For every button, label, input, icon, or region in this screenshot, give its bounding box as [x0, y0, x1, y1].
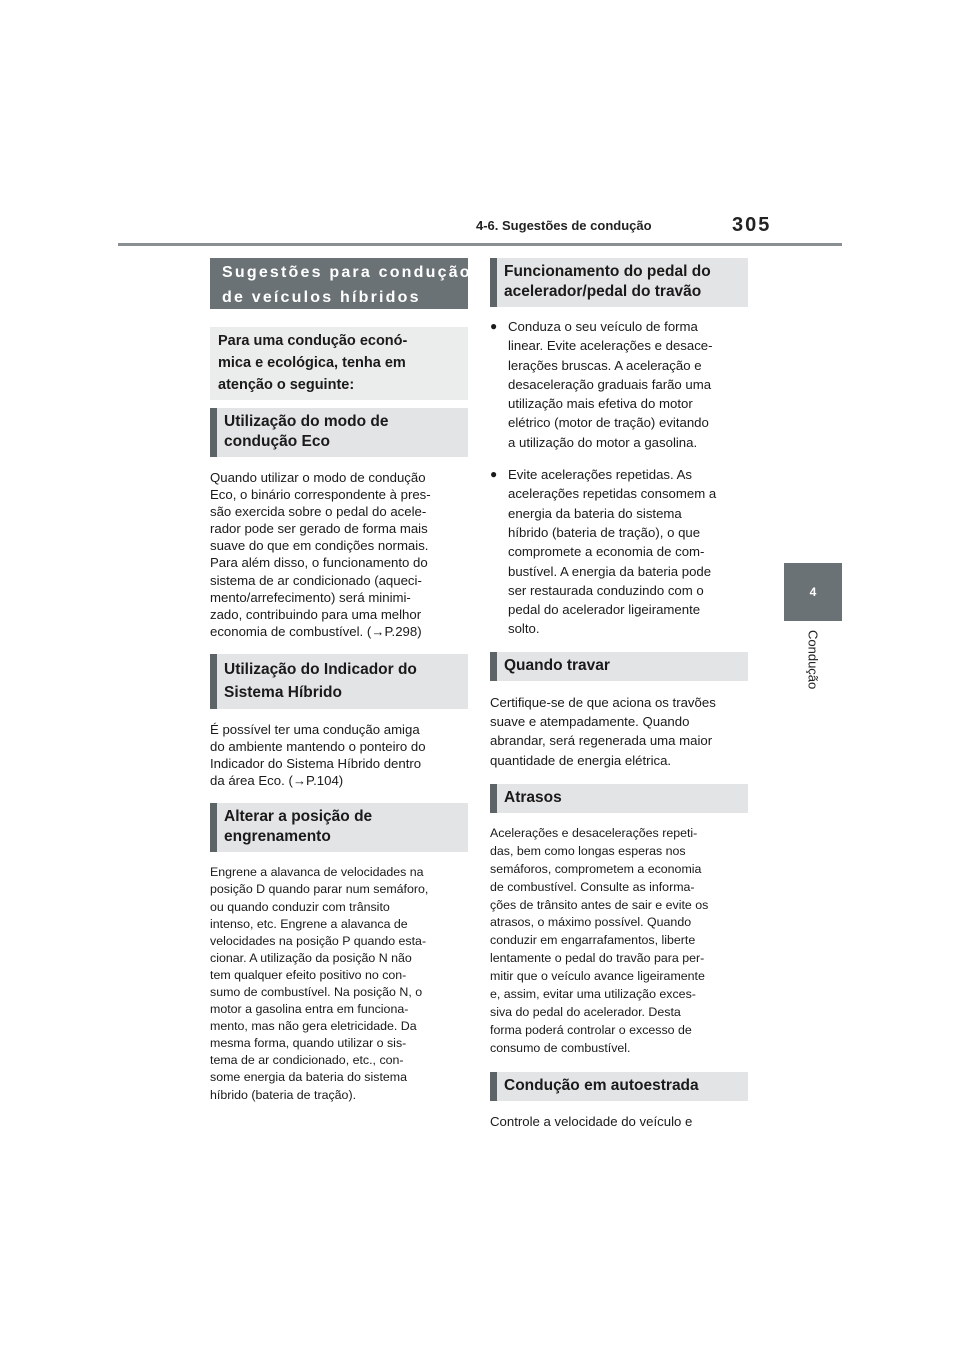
highway-heading: [490, 1072, 748, 1101]
heading-line: Condução em autoestrada: [504, 1076, 699, 1094]
delays-heading: [490, 784, 748, 813]
bullet-dot-icon: ●: [490, 467, 498, 482]
heading-line: Sistema Híbrido: [224, 683, 342, 701]
chapter-number: 4: [809, 585, 817, 599]
heading-line: acelerador/pedal do travão: [504, 283, 702, 300]
hybrid-indicator-heading: [210, 654, 468, 709]
heading-line: Utilização do Indicador do: [224, 660, 417, 678]
bullet-item: ● Evite acelerações repetidas. As acelerações repetidas consomem a energia da bateria do sistema híbrido (bateria de tração), o que compromete a economia de com- bustível. A energia da bateria pode ser restaurada conduzindo com o pedal do acelerador ligeiramente solto.: [490, 465, 748, 639]
intro-line: Para uma condução econó-: [218, 333, 408, 349]
intro-line: mica e ecológica, tenha em: [218, 355, 406, 371]
header-rule: [118, 243, 842, 246]
intro-box: [210, 327, 468, 400]
highway-text: Controle a velocidade do veículo e: [490, 1113, 693, 1129]
right-column: [490, 258, 748, 1144]
left-column: [210, 258, 472, 1118]
intro-line: atenção o seguinte:: [218, 377, 355, 393]
delays-text: Acelerações e desacelerações repeti- das, bem como longas esperas nos semáforos, comprometem a economia de combustível. Consulte as informa- ções de trânsito antes de sair e evite os atrasos, o máximo possível. Quando conduzir em engarrafamentos, liberte lentamente o pedal do travão para per- mitir que o veículo avance ligeiramente e, assim, evitar uma utilização exces- siva do pedal do acelerador. Desta forma poderá controlar o excesso de consumo de combustível.: [490, 825, 709, 1055]
main-title: [210, 258, 472, 309]
main-title-line: de veículos híbridos: [222, 289, 421, 306]
eco-mode-text: Quando utilizar o modo de condução Eco, o binário correspondente à pres- são exercida sobre o pedal do acele- rador pode ser gerado de forma mais suave do que em condições normais. Para além disso, o funcionamento do sistema de ar condicionado (aqueci- mento/arrefecimento) será minimi- zado, contribuindo para uma melhor economia de combustível. (→P.298): [210, 470, 431, 639]
chapter-label: Condução: [805, 630, 821, 690]
header-section-title: 4-6. Sugestões de condução: [476, 218, 652, 233]
heading-line: Quando travar: [504, 656, 610, 674]
chapter-tab: [784, 563, 842, 621]
chapter-label-wrap: [784, 630, 842, 710]
eco-mode-heading: [210, 408, 468, 457]
bullet-item: ● Conduza o seu veículo de forma linear. Evite acelerações e desace- lerações bruscas. A aceleração e desaceleração graduais farão uma utilização mais efetiva do motor elétrico (motor de tração) evitando a utilização do motor a gasolina.: [490, 317, 748, 452]
gear-position-heading: [210, 803, 468, 852]
heading-line: Funcionamento do pedal do: [504, 263, 711, 280]
heading-line: condução Eco: [224, 433, 330, 450]
page-number: 305: [732, 214, 772, 236]
braking-text: Certifique-se de que aciona os travões suave e atempadamente. Quando abrandar, será regenerada uma maior quantidade de energia elétrica.: [490, 694, 716, 768]
heading-line: Alterar a posição de: [224, 808, 373, 826]
bullet-dot-icon: ●: [490, 319, 498, 333]
heading-line: engrenamento: [224, 828, 331, 846]
heading-line: Atrasos: [504, 788, 562, 806]
hybrid-indicator-text: É possível ter uma condução amiga do ambiente mantendo o ponteiro do Indicador do Sistema Híbrido dentro da área Eco. (→P.104): [210, 721, 426, 789]
gear-position-text: Engrene a alavanca de velocidades na posição D quando parar num semáforo, ou quando conduzir com trânsito intenso, etc. Engrene a alavanca de velocidades na posição P quando esta- cionar. A utilização da posição N não tem qualquer efeito positivo no con- sumo de combustível. Na posição N, o motor a gasolina entra em funciona- mento, mas não gera eletricidade. Da mesma forma, quando utilizar o sis- tema de ar condicionado, etc., con- some energia da bateria do sistema híbrido (bateria de tração).: [210, 865, 429, 1102]
braking-heading: [490, 652, 748, 681]
main-title-line: Sugestões para condução: [222, 264, 472, 281]
heading-line: Utilização do modo de: [224, 413, 389, 430]
pedal-heading: [490, 258, 748, 307]
